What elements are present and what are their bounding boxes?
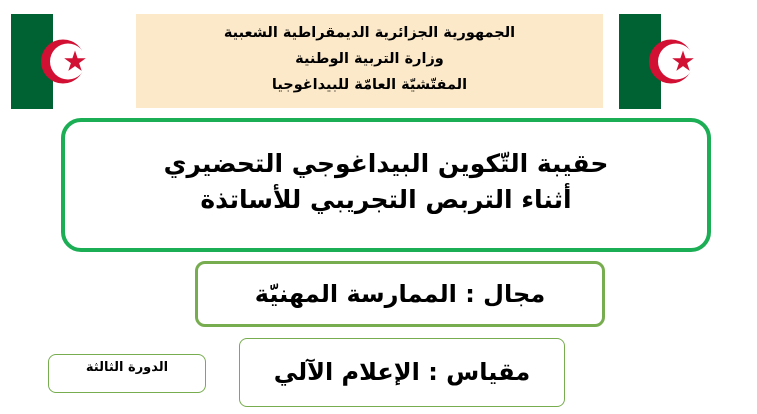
header-inspectorate: المفتّشيّة العامّة للبيداغوجيا	[271, 77, 468, 93]
domain-label: مجال : الممارسة المهنيّة	[195, 261, 605, 327]
session-badge: الدورة الثالثة	[48, 354, 206, 393]
header-ministry: وزارة التربية الوطنية	[295, 51, 444, 67]
ministry-header	[136, 14, 603, 108]
algeria-flag-icon	[11, 14, 95, 109]
module-label: مقياس : الإعلام الآلي	[239, 338, 565, 407]
title-line-2: أثناء التربص التجريبي للأساتذة	[200, 185, 572, 214]
header-republic: الجمهورية الجزائرية الديمقراطية الشعبية	[223, 25, 516, 41]
algeria-flag-icon	[619, 14, 703, 109]
document-title-box	[61, 118, 711, 252]
title-line-1: حقيبة التّكوين البيداغوجي التحضيري	[163, 149, 609, 178]
